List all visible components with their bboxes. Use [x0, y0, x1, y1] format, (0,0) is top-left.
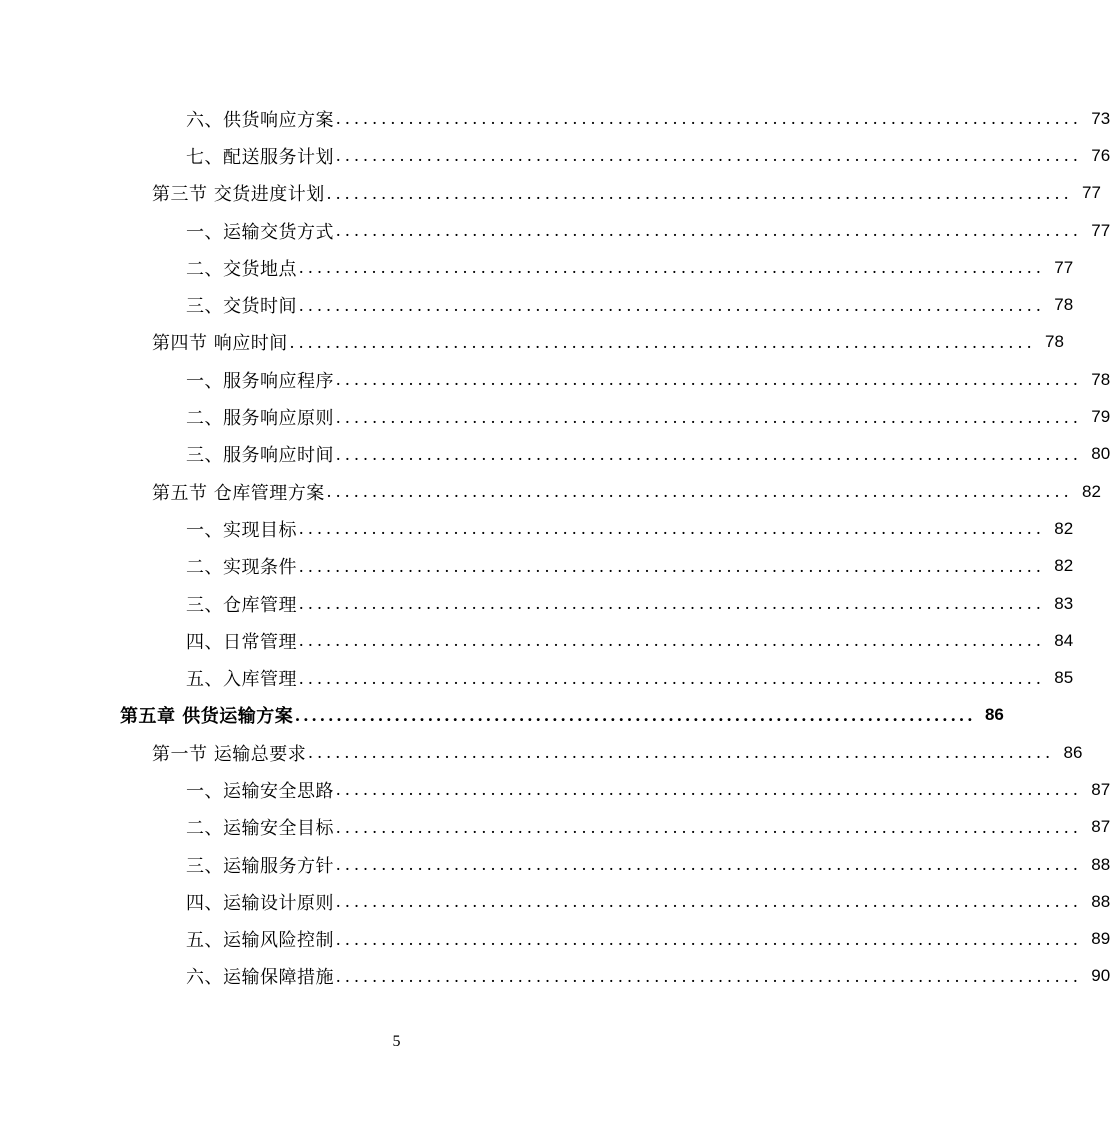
toc-entry-page: 89 [1091, 929, 1110, 949]
toc-entry[interactable] [0, 137, 1110, 174]
toc-entry-page: 85 [1054, 668, 1074, 688]
toc-entry[interactable] [0, 249, 1074, 286]
toc-entry[interactable] [0, 622, 1074, 659]
dot-leader: .................................................................................. [299, 518, 1046, 539]
toc-entry-title: 三、仓库管理 [186, 594, 297, 616]
toc-entry-title: 三、运输服务方针 [186, 855, 334, 877]
table-of-contents [0, 100, 1110, 995]
toc-entry-title: 五、入库管理 [186, 669, 297, 691]
dot-leader: .................................................................................. [336, 443, 1083, 464]
toc-entry[interactable] [0, 883, 1110, 920]
dot-leader: .................................................................................. [336, 965, 1083, 986]
dot-leader: .................................................................................. [336, 108, 1083, 129]
toc-entry[interactable] [0, 771, 1110, 808]
toc-entry-title: 六、供货响应方案 [186, 109, 334, 131]
toc-entry-title: 二、交货地点 [186, 258, 297, 280]
dot-leader: .................................................................................. [336, 406, 1083, 427]
toc-entry-title: 第三节 交货进度计划 [152, 184, 325, 206]
dot-leader: .................................................................................. [299, 667, 1046, 688]
dot-leader: .................................................................................. [295, 704, 976, 725]
dot-leader: .................................................................................. [336, 220, 1083, 241]
toc-entry-page: 86 [1063, 742, 1083, 762]
toc-entry-page: 87 [1091, 817, 1110, 837]
toc-entry-title: 一、运输交货方式 [186, 221, 334, 243]
dot-leader: .................................................................................. [299, 630, 1046, 651]
dot-leader: .................................................................................. [326, 481, 1073, 502]
page-number: 5 [392, 1033, 401, 1050]
toc-entry-title: 四、运输设计原则 [186, 892, 334, 914]
dot-leader: .................................................................................. [289, 331, 1036, 352]
toc-entry[interactable] [0, 324, 1064, 361]
toc-entry-page: 82 [1054, 556, 1074, 576]
dot-leader: .................................................................................. [326, 182, 1073, 203]
dot-leader: .................................................................................. [336, 816, 1083, 837]
toc-entry[interactable] [0, 286, 1074, 323]
toc-entry-page: 79 [1091, 407, 1110, 427]
toc-entry[interactable] [0, 846, 1110, 883]
toc-entry-title: 第一节 运输总要求 [152, 743, 307, 765]
toc-entry-title: 二、运输安全目标 [186, 818, 334, 840]
toc-entry-page: 78 [1091, 369, 1110, 389]
toc-entry[interactable] [0, 175, 1101, 212]
dot-leader: .................................................................................. [336, 928, 1083, 949]
toc-entry-title: 一、实现目标 [186, 519, 297, 541]
toc-entry-title: 第五章 供货运输方案 [120, 706, 294, 728]
toc-entry-title: 四、日常管理 [186, 631, 297, 653]
toc-chapter-entry[interactable] [0, 697, 1004, 734]
toc-entry-title: 三、交货时间 [186, 296, 297, 318]
toc-entry[interactable] [0, 659, 1074, 696]
toc-entry-page: 83 [1054, 593, 1074, 613]
toc-entry-title: 五、运输风险控制 [186, 930, 334, 952]
dot-leader: .................................................................................. [336, 369, 1083, 390]
toc-entry-title: 一、运输安全思路 [186, 780, 334, 802]
toc-entry-page: 90 [1091, 966, 1110, 986]
toc-entry[interactable] [0, 548, 1074, 585]
toc-entry-page: 82 [1054, 518, 1074, 538]
toc-entry-page: 76 [1091, 145, 1110, 165]
toc-entry[interactable] [0, 958, 1110, 995]
toc-entry-page: 84 [1054, 630, 1074, 650]
toc-entry-page: 77 [1091, 220, 1110, 240]
toc-entry-page: 88 [1091, 891, 1110, 911]
toc-entry-page: 86 [984, 705, 1004, 725]
toc-entry-page: 88 [1091, 854, 1110, 874]
toc-entry[interactable] [0, 361, 1110, 398]
dot-leader: .................................................................................. [299, 294, 1046, 315]
toc-entry-title: 第四节 响应时间 [152, 333, 288, 355]
dot-leader: .................................................................................. [299, 555, 1046, 576]
toc-entry-title: 二、实现条件 [186, 557, 297, 579]
toc-entry-page: 77 [1054, 257, 1074, 277]
dot-leader: .................................................................................. [299, 593, 1046, 613]
toc-entry[interactable] [0, 510, 1074, 547]
dot-leader: .................................................................................. [336, 145, 1083, 166]
toc-entry-title: 二、服务响应原则 [186, 408, 334, 430]
dot-leader: .................................................................................. [336, 891, 1083, 912]
toc-entry[interactable] [0, 921, 1110, 958]
toc-entry-page: 78 [1054, 295, 1074, 315]
toc-entry-page: 82 [1082, 481, 1101, 501]
dot-leader: .................................................................................. [336, 854, 1083, 875]
dot-leader: .................................................................................. [336, 779, 1083, 800]
toc-entry[interactable] [0, 809, 1110, 846]
toc-entry-title: 三、服务响应时间 [186, 445, 334, 467]
toc-entry-page: 73 [1091, 108, 1110, 128]
toc-entry-title: 六、运输保障措施 [186, 967, 334, 989]
toc-entry-page: 77 [1082, 183, 1101, 203]
toc-entry-title: 第五节 仓库管理方案 [152, 482, 325, 504]
toc-entry[interactable] [0, 212, 1110, 249]
toc-entry[interactable] [0, 100, 1110, 137]
dot-leader: .................................................................................. [299, 257, 1046, 278]
toc-entry[interactable] [0, 734, 1083, 771]
toc-entry-title: 七、配送服务计划 [186, 146, 334, 168]
toc-entry[interactable] [0, 436, 1110, 473]
toc-entry[interactable] [0, 585, 1074, 622]
toc-entry-title: 一、服务响应程序 [186, 370, 334, 392]
dot-leader: .................................................................................. [308, 742, 1055, 763]
toc-entry-page: 78 [1045, 332, 1064, 352]
toc-entry[interactable] [0, 398, 1110, 435]
toc-entry-page: 87 [1091, 779, 1110, 799]
toc-entry-page: 80 [1091, 444, 1110, 464]
toc-entry[interactable] [0, 473, 1101, 510]
